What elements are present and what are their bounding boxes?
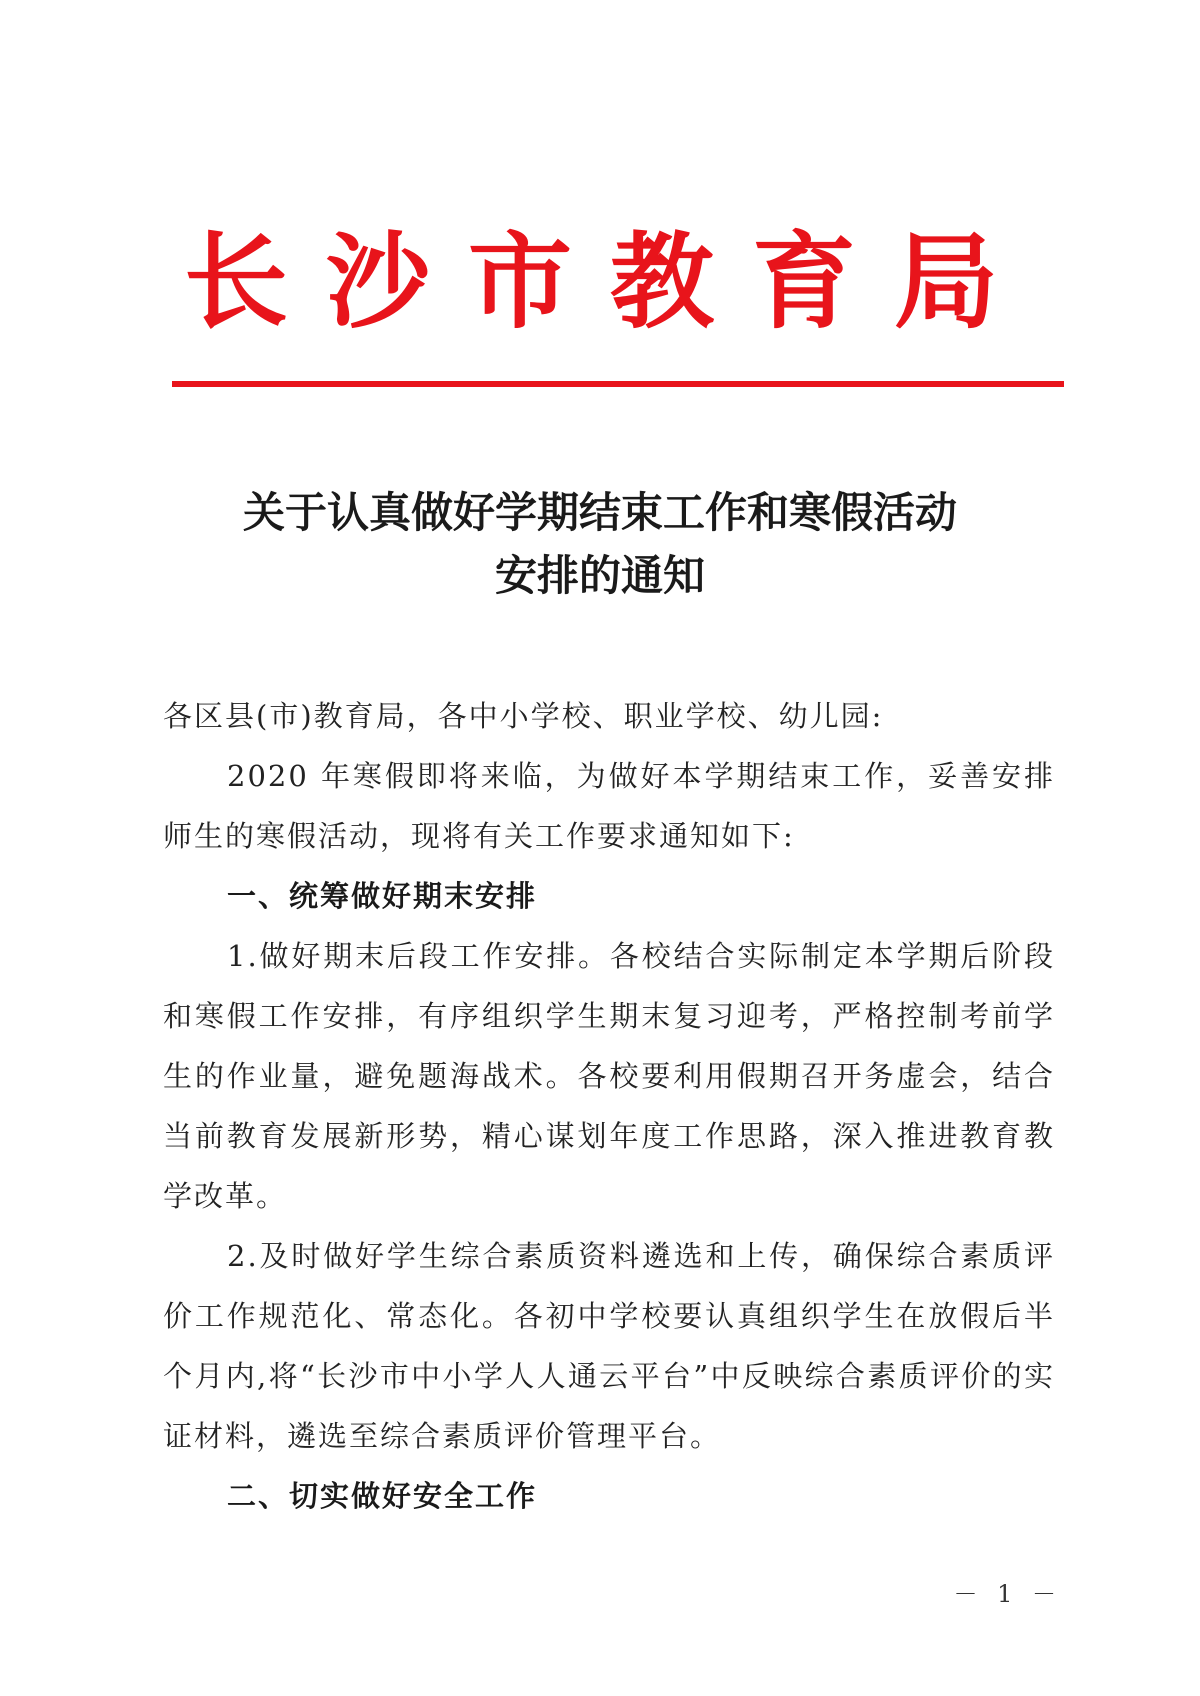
document-title (0, 481, 1200, 607)
section-2-heading: 二、切实做好安全工作 (227, 1479, 538, 1513)
red-divider-line (172, 381, 1064, 387)
page-number: － 1 － (953, 1580, 1062, 1608)
item-1-paragraph: 1.做好期末后段工作安排。各校结合实际制定本学期后阶段和寒假工作安排，有序组织学生期末复习迎考，严格控制考前学生的作业量，避免题海战术。各校要利用假期召开务虚会，结合当前教育发展新形势，精心谋划年度工作思路，深入推进教育教学改革。 (163, 939, 1055, 1213)
document-body (163, 686, 1055, 1526)
document-title-line-2: 安排的通知 (494, 551, 705, 600)
section-1-heading: 一、统筹做好期末安排 (227, 879, 538, 913)
salutation: 各区县(市)教育局，各中小学校、职业学校、幼儿园: (163, 699, 884, 733)
issuer-masthead: 长沙市教育局 (183, 220, 1036, 343)
document-title-line-1: 关于认真做好学期结束工作和寒假活动 (242, 488, 957, 537)
item-2-paragraph: 2.及时做好学生综合素质资料遴选和上传，确保综合素质评价工作规范化、常态化。各初中学校要认真组织学生在放假后半个月内,将“长沙市中小学人人通云平台”中反映综合素质评价的实证材料，遴选至综合素质评价管理平台。 (163, 1239, 1055, 1453)
intro-paragraph: 2020 年寒假即将来临，为做好本学期结束工作，妥善安排师生的寒假活动，现将有关工作要求通知如下: (163, 759, 1055, 853)
